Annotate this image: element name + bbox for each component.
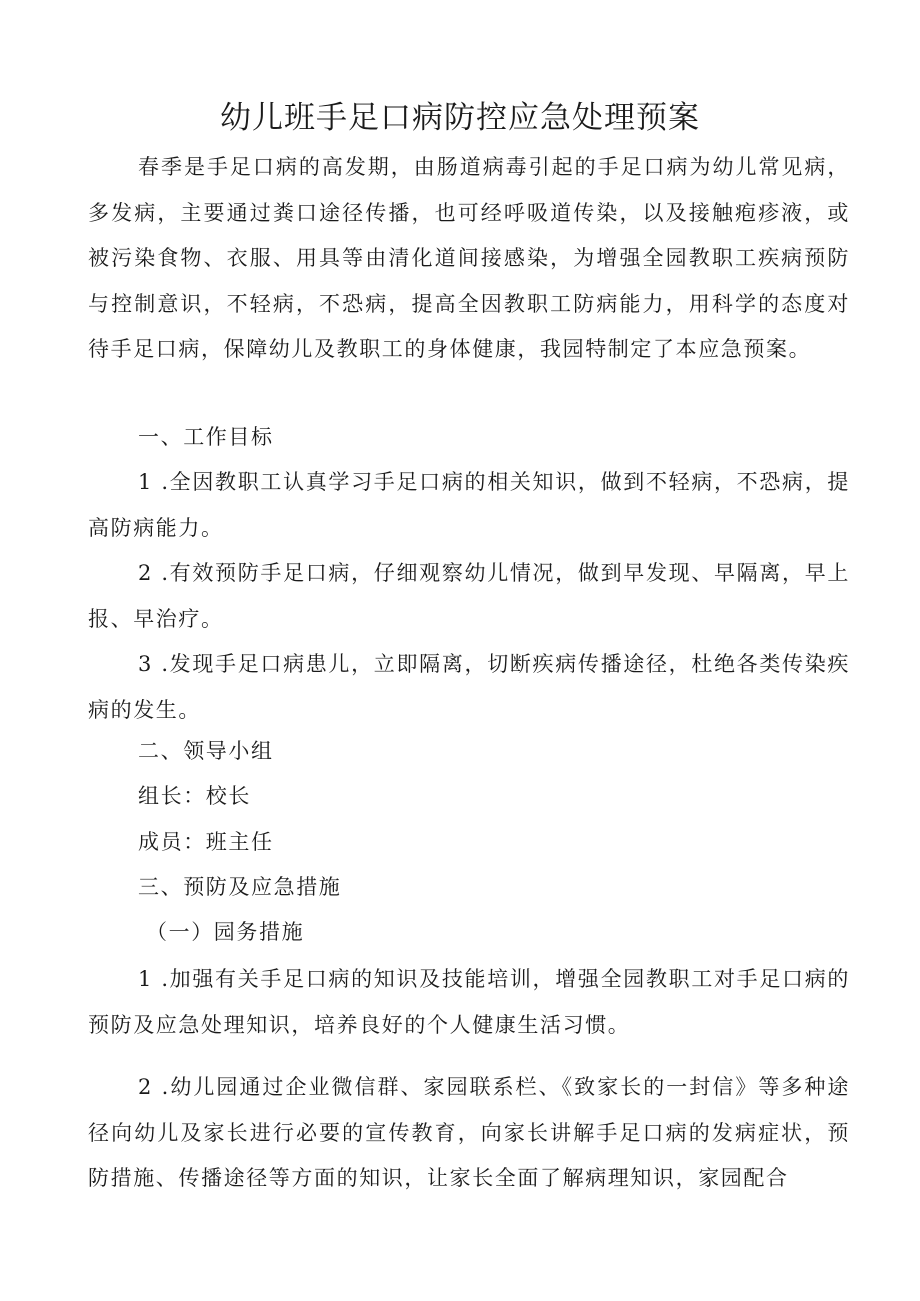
intro-paragraph: 春季是手足口病的高发期，由肠道病毒引起的手足口病为幼儿常见病，多发病，主要通过粪口途径传播，也可经呼吸道传染，以及接触疱疹液，或被污染食物、衣服、用具等由清化道间接感染，为增强全园教职工疾病预防与控制意识，不轻病，不恐病，提高全因教职工防病能力，用科学的态度对待手足口病，保障幼儿及教职工的身体健康，我园特制定了本应急预案。 — [88, 155, 850, 361]
leader-line: 组长：校长 — [138, 784, 251, 808]
members-line: 成员：班主任 — [138, 830, 274, 854]
goal-item-3: 3 .发现手足口病患儿，立即隔离，切断疾病传播途径，杜绝各类传染疾病的发生。 — [88, 652, 850, 722]
measure-item-2: 2 .幼儿园通过企业微信群、家园联系栏、《致家长的一封信》等多种途径向幼儿及家长进行必要的宣传教育，向家长讲解手足口病的发病症状，预防措施、传播途径等方面的知识，让家长全面了解病理知识，家园配合 — [88, 1075, 850, 1190]
goal-item-2: 2 .有效预防手足口病，仔细观察幼儿情况，做到早发现、早隔离，早上报、早治疗。 — [88, 561, 850, 631]
section-heading-goals: 一、工作目标 — [138, 425, 274, 449]
goal-item-1: 1 .全因教职工认真学习手足口病的相关知识，做到不轻病，不恐病，提高防病能力。 — [88, 470, 850, 540]
section-heading-leadership: 二、领导小组 — [138, 739, 274, 763]
document-title: 幼儿班手足口病防控应急处理预案 — [220, 100, 700, 136]
subsection-heading-admin: （一）园务措施 — [146, 920, 305, 944]
section-heading-measures: 三、预防及应急措施 — [138, 875, 342, 899]
measure-item-1: 1 .加强有关手足口病的知识及技能培训，增强全园教职工对手足口病的预防及应急处理知识，培养良好的个人健康生活习惯。 — [88, 967, 850, 1037]
